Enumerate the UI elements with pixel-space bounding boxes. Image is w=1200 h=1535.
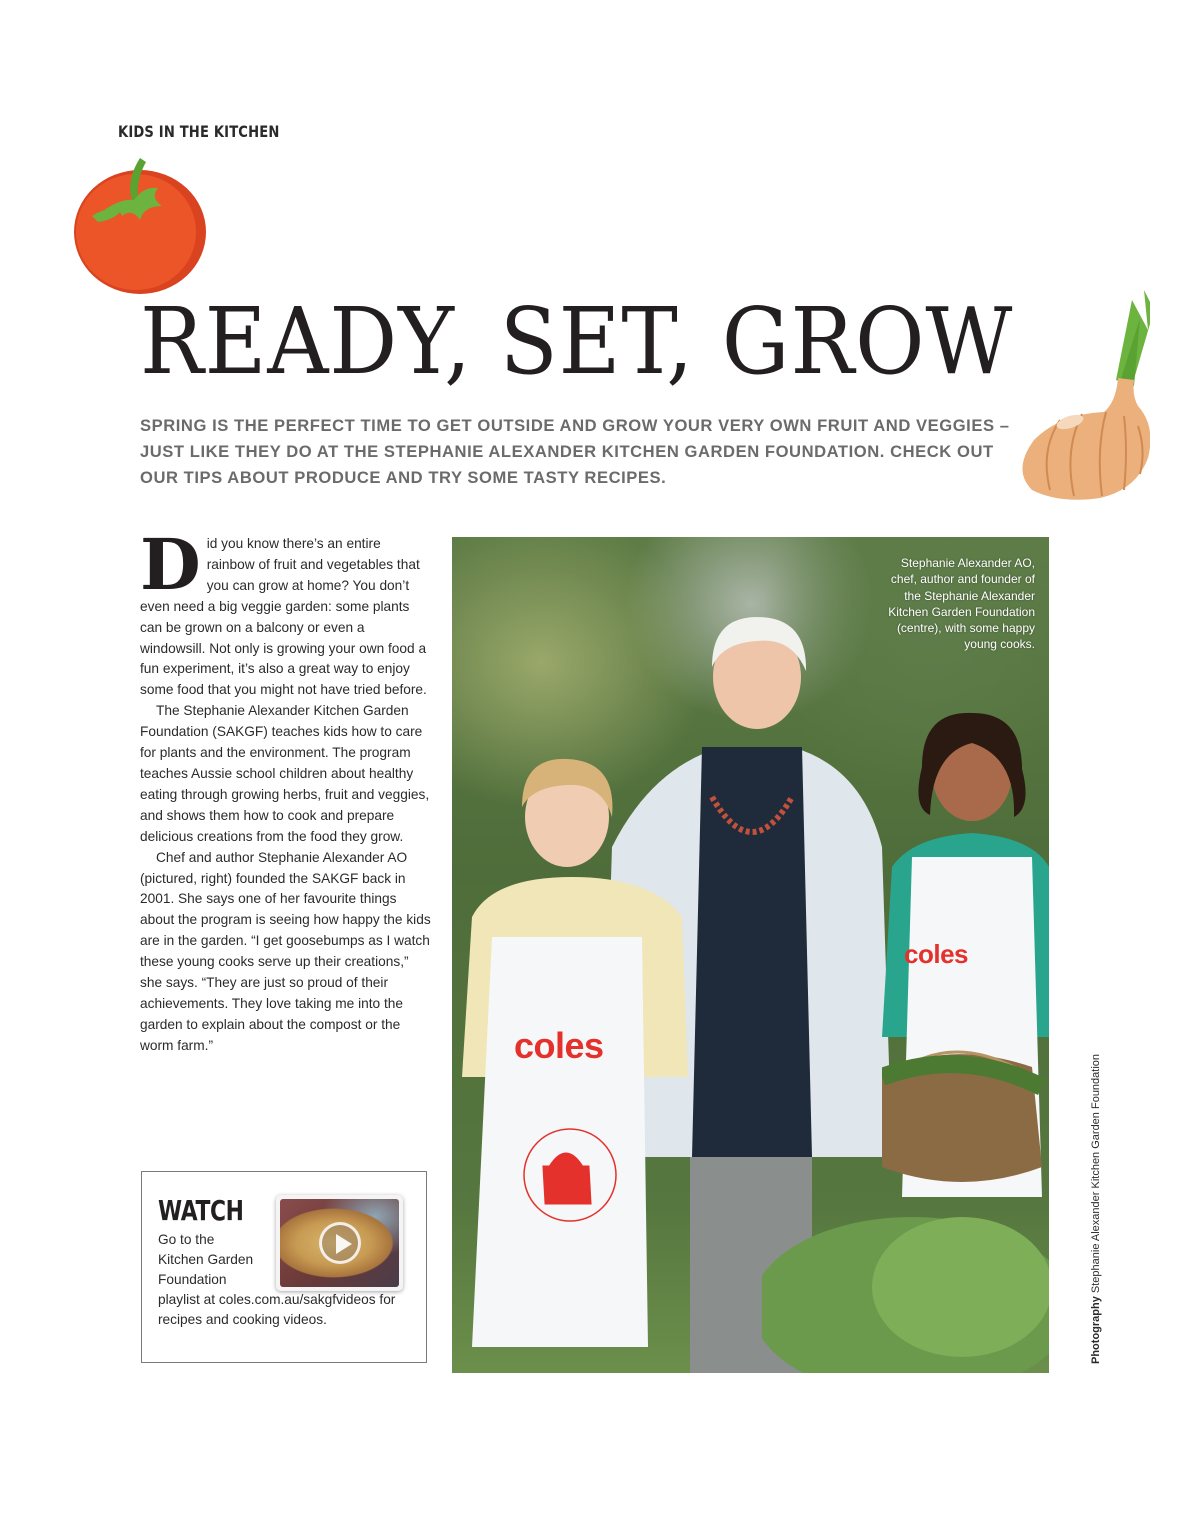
article-paragraph-3: Chef and author Stephanie Alexander AO (pictured, right) founded the SAKGF back in 2001. She says one of her favourite things about the program is seeing how happy the kids are in the garden. “I get goosebumps as I watch these young cooks serve up their creations,” she says. “They are just so proud of their achievements. They love taking me into the garden to explain about the compost or the worm farm.” <box>140 849 431 1053</box>
photo-credit-label: Photography <box>1090 1296 1102 1364</box>
play-icon[interactable] <box>319 1222 361 1264</box>
standfirst: SPRING IS THE PERFECT TIME TO GET OUTSIDE AND GROW YOUR VERY OWN FRUIT AND VEGGIES – JUST LIKE THEY DO AT THE STEPHANIE ALEXANDER KITCHEN GARDEN FOUNDATION. CHECK OUT OUR TIPS ABOUT PRODUCE AND TRY SOME TASTY RECIPES. <box>140 416 1010 487</box>
watch-box <box>141 1171 427 1363</box>
dropcap: D <box>140 523 201 606</box>
watch-title: WATCH <box>158 1194 244 1227</box>
photo-credit <box>1090 1024 1102 1364</box>
article-paragraph-1: Did you know there’s an entire rainbow of fruit and vegetables that you can grow at home? You don’t even need a big veggie garden: some plants can be grown on a balcony or even a windowsill. Not only is growing your own food a fun experiment, it’s also a great way to enjoy some food that you might not have tried before. <box>140 523 427 698</box>
onion-icon <box>1020 290 1150 500</box>
tomato-icon <box>74 150 208 295</box>
apron-logo-right: coles <box>904 939 968 969</box>
herb-bush <box>762 1167 1049 1373</box>
hero-photo <box>452 537 1049 1373</box>
photo-credit-value: Stephanie Alexander Kitchen Garden Foundation <box>1090 1053 1102 1294</box>
video-thumbnail[interactable] <box>276 1195 403 1291</box>
apron-logo-left: coles <box>514 1025 604 1066</box>
headline: READY, SET, GROW <box>140 288 1014 395</box>
watch-text: Go to the Kitchen Garden Foundation playlist at coles.com.au/sakgfvideos for recipes and cooking videos. <box>158 1232 396 1327</box>
article-paragraph-2: The Stephanie Alexander Kitchen Garden Foundation (SAKGF) teaches kids how to care for plants and the environment. The program teaches Aussie school children about healthy eating through growing herbs, fruit and veggies, and shows them how to cook and prepare delicious creations from the food they grow. <box>140 703 430 844</box>
section-label: KIDS IN THE KITCHEN <box>118 122 280 141</box>
photo-caption: Stephanie Alexander AO, chef, author and founder of the Stephanie Alexander Kitchen Garden Foundation (centre), with some happy young cooks. <box>888 556 1035 652</box>
article-body <box>140 523 432 1057</box>
